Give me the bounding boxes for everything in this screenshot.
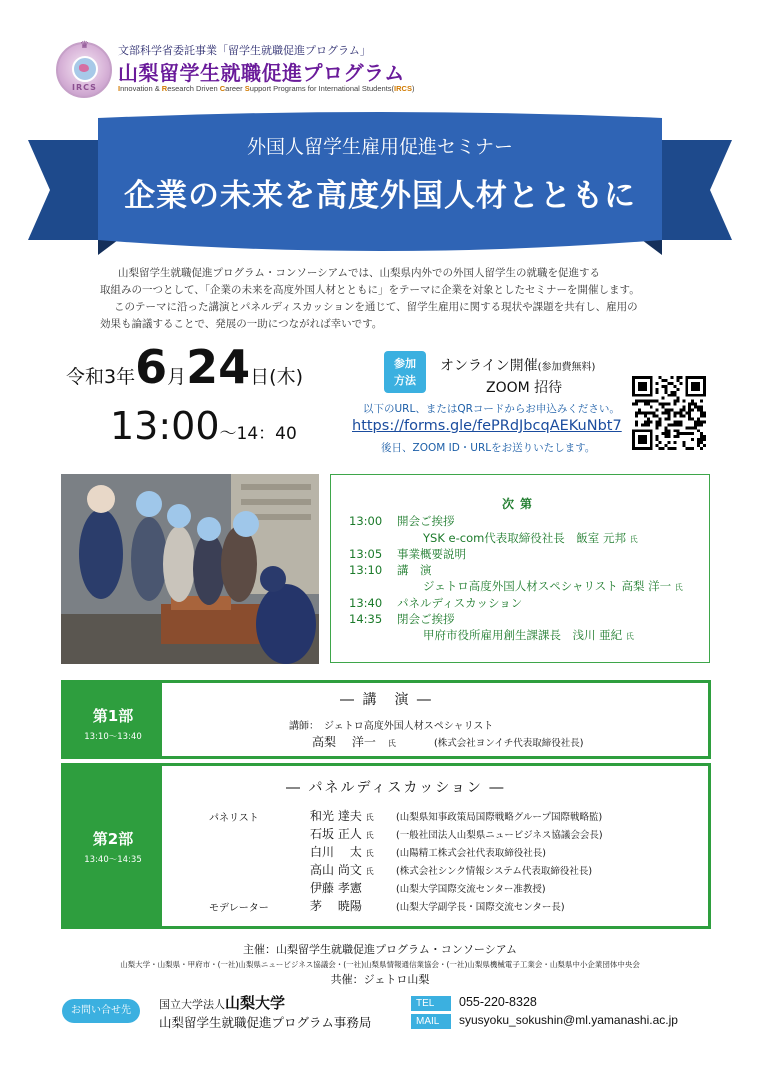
intro-line: このテーマに沿った講演とパネルディスカッションを通じて、留学生雇用に関する現状や課題を共有し、雇用の — [114, 301, 638, 313]
badge-line: 参加 — [394, 357, 416, 370]
intro-line: 山梨留学生就職促進プログラム・コンソーシアムでは、山梨県内外での外国人留学生の就職を促進する — [118, 267, 600, 279]
panelist-suffix: 氏 — [365, 849, 374, 858]
date-month-unit: 月 — [167, 366, 187, 388]
tel-number[interactable]: 055-220-8328 — [459, 995, 537, 1009]
header-english-tagline — [118, 84, 414, 93]
registration-link[interactable]: https://forms.gle/fePRdJbcqAEKuNbt7 — [352, 418, 622, 434]
banner-subtitle: 外国人留学生雇用促進セミナー — [246, 136, 513, 158]
qr-code-icon[interactable] — [632, 376, 706, 450]
panelist-name: 白川 太 — [310, 845, 362, 859]
date-weekday: (木) — [269, 366, 303, 388]
university-prefix: 国立大学法人 — [159, 998, 225, 1011]
tagline-segment: S — [244, 84, 250, 93]
globe-icon — [72, 56, 98, 82]
event-time — [110, 404, 297, 448]
mail-tag: MAIL — [411, 1014, 451, 1029]
time-start: 13:00 — [110, 404, 220, 448]
consortium-members: 山梨大学・山梨県・甲府市・(一社)山梨県ニュービジネス協議会・(一社)山梨県情報通信業協会・(一社)山梨県機械電子工業会・山梨県中小企業団体中央会 — [120, 960, 640, 969]
banner-title: 企業の未来を高度外国人材とともに — [124, 178, 636, 214]
agenda-item — [349, 513, 455, 529]
tagline-segment: ) — [411, 84, 415, 93]
date-era: 令和3年 — [66, 366, 136, 388]
agenda-time: 13:10 — [349, 563, 383, 577]
tagline-segment: upport Programs for International Students( — [249, 84, 395, 93]
date-day-unit: 日 — [250, 366, 270, 388]
university-name: 山梨大学 — [225, 994, 286, 1012]
agenda-time: 14:35 — [349, 612, 383, 626]
person-suffix: 氏 — [625, 632, 634, 641]
agenda-person — [423, 627, 634, 643]
speaker-org: (株式会社ヨンイチ代表取締役社長) — [434, 738, 584, 749]
panelist-name-row — [310, 807, 374, 824]
mode-text: オンライン開催 — [440, 358, 538, 374]
agenda-time: 13:05 — [349, 547, 383, 561]
panelist-suffix: 氏 — [365, 867, 374, 876]
part2-title: ― パネルディスカッション ― — [286, 780, 506, 796]
agenda-time: 13:00 — [349, 514, 383, 528]
agenda-time: 13:40 — [349, 596, 383, 610]
mail-address[interactable]: syusyoku_sokushin@ml.yamanashi.ac.jp — [459, 1013, 678, 1027]
panelist-label: パネリスト — [209, 813, 259, 824]
speaker-name: 高梨 洋一 — [312, 735, 376, 749]
person-name: YSK e-com代表取締役社長 飯室 元邦 — [423, 531, 626, 545]
agenda-person — [423, 530, 638, 546]
part1-section — [61, 680, 711, 759]
agenda-box — [330, 474, 710, 663]
contact-label: お問い合せ先 — [62, 999, 140, 1023]
workshop-photo — [61, 474, 319, 664]
moderator-org: (山梨大学副学長・国際交流センター長) — [396, 902, 565, 913]
fee-text: (参加費無料) — [537, 362, 596, 373]
agenda-item — [349, 562, 432, 578]
part2-section — [61, 763, 711, 929]
after-note: 後日、ZOOM ID・URLをお送りいたします。 — [381, 442, 596, 454]
intro-line: 取組みの一つとして、「企業の未来を高度外国人材とともに」をテーマに企業を対象としたセミナーを開催します。 — [100, 284, 640, 296]
agenda-label: パネルディスカッション — [397, 596, 523, 610]
agenda-label: 事業概要説明 — [397, 547, 466, 561]
speaker-role: 講師： ジェトロ高度外国人材スペシャリスト — [289, 721, 494, 732]
speaker-suffix: 氏 — [387, 739, 396, 748]
tagline-segment: C — [219, 84, 226, 93]
panelist-name-row — [310, 861, 374, 878]
agenda-person — [423, 578, 683, 594]
panelist-org: (山梨大学国際交流センター准教授) — [396, 884, 546, 895]
header-title: 山梨留学生就職促進プログラム — [118, 61, 405, 85]
cosponsor: 共催：ジェトロ山梨 — [330, 973, 430, 986]
part1-sidebar — [64, 683, 162, 756]
organizer: 主催：山梨留学生就職促進プログラム・コンソーシアム — [243, 943, 517, 956]
panelist-org: (山梨県知事政策局国際戦略グループ国際戦略監) — [396, 812, 603, 823]
title-banner — [28, 110, 732, 260]
crown-icon: ♛ — [80, 40, 89, 51]
online-mode — [440, 355, 595, 375]
tagline-segment: esearch Driven — [167, 84, 220, 93]
agenda-label: 講 演 — [397, 563, 432, 577]
part1-title: ― 講 演 ― — [340, 692, 433, 708]
tagline-segment: I — [118, 84, 121, 93]
agenda-title: 次第 — [501, 497, 538, 511]
panelist-name: 伊藤 孝憲 — [310, 881, 362, 895]
panelist-name-row — [310, 879, 362, 896]
tagline-segment: R — [161, 84, 168, 93]
header-subtitle: 文部科学省委託事業「留学生就職促進プログラム」 — [118, 44, 371, 57]
panelist-suffix: 氏 — [365, 813, 374, 822]
panelist-name: 和光 達夫 — [310, 809, 362, 823]
ircs-logo-icon — [56, 42, 112, 98]
person-suffix: 氏 — [629, 535, 638, 544]
panelist-name-row — [310, 843, 374, 860]
event-date — [66, 340, 303, 394]
panelist-name-row — [310, 825, 374, 842]
badge-line: 方法 — [394, 374, 416, 387]
agenda-label: 開会ご挨拶 — [397, 514, 455, 528]
part1-time: 13:10～13:40 — [84, 732, 142, 742]
photo-illustration — [61, 474, 319, 664]
agenda-item — [349, 546, 466, 562]
office-name: 山梨留学生就職促進プログラム事務局 — [159, 1015, 372, 1030]
panelist-name: 高山 尚文 — [310, 863, 362, 877]
agenda-item — [349, 611, 455, 627]
logo-text: IRCS — [72, 83, 97, 92]
person-suffix: 氏 — [674, 583, 683, 592]
intro-line: 効果も論議することで、発展の一助につながれば幸いです。 — [100, 318, 383, 330]
moderator-label: モデレーター — [209, 903, 269, 914]
panelist-org: (一般社団法人山梨県ニュービジネス協議会会長) — [396, 830, 603, 841]
moderator-name: 茅 暁陽 — [310, 899, 362, 913]
person-name: ジェトロ高度外国人材スペシャリスト 高梨 洋一 — [423, 579, 672, 593]
tel-tag: TEL — [411, 996, 451, 1011]
date-month: 6 — [135, 340, 168, 394]
speaker-name-row — [312, 733, 396, 750]
part2-sidebar — [64, 766, 162, 926]
panelist-org: (株式会社シンク情報システム代表取締役社長) — [396, 866, 593, 877]
agenda-label: 閉会ご挨拶 — [397, 612, 455, 626]
panelist-name: 石坂 正人 — [310, 827, 362, 841]
panelist-org: (山陽精工株式会社代表取締役社長) — [396, 848, 546, 859]
agenda-item — [349, 595, 522, 611]
tagline-segment: IRCS — [394, 84, 412, 93]
intro-text — [100, 265, 660, 333]
part2-label: 第2部 — [92, 830, 134, 848]
university-line — [159, 992, 285, 1013]
part2-time: 13:40～14:35 — [84, 855, 142, 865]
person-name: 甲府市役所雇用創生課課長 浅川 亜紀 — [423, 628, 623, 642]
platform-text: ZOOM 招待 — [486, 380, 563, 396]
tagline-segment: areer — [225, 84, 245, 93]
panelist-suffix: 氏 — [365, 831, 374, 840]
part1-label: 第1部 — [92, 707, 134, 725]
tagline-segment: nnovation & — [120, 84, 162, 93]
apply-note: 以下のURL、またはQRコードからお申込みください。 — [363, 403, 620, 415]
participation-method-badge — [384, 351, 426, 393]
time-end: ～14：40 — [219, 424, 297, 444]
date-day: 24 — [186, 340, 251, 394]
